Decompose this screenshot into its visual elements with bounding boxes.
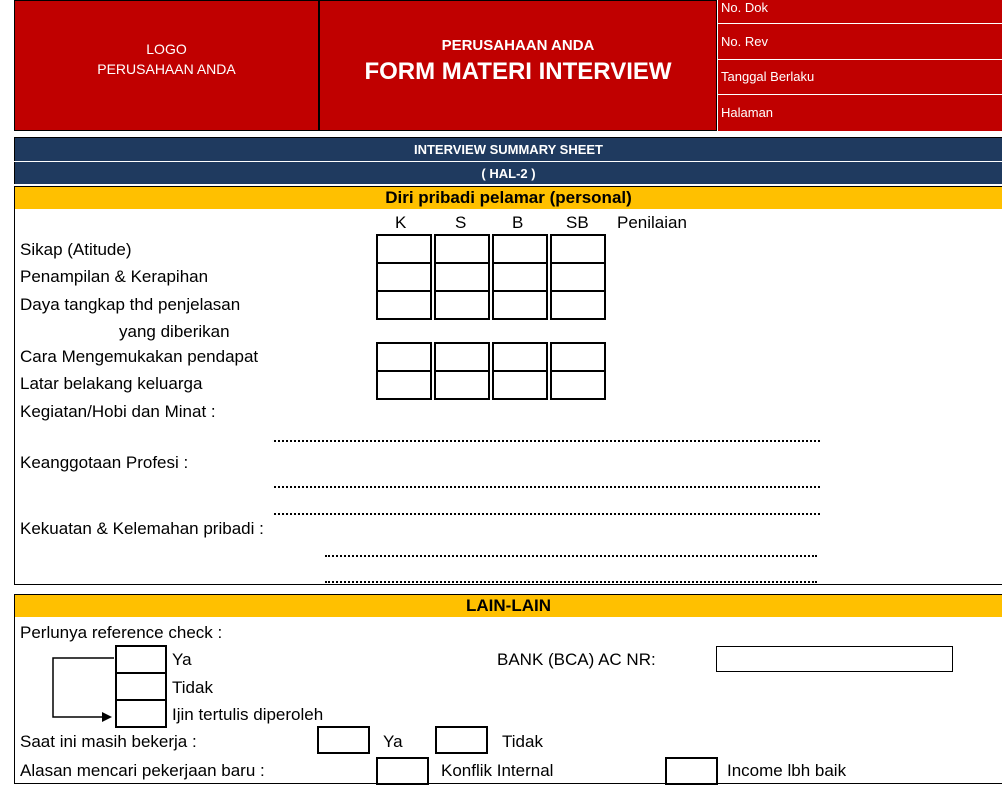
item-cara-pendapat: Cara Mengemukakan pendapat <box>20 347 259 366</box>
reason-income-label: Income lbh baik <box>727 761 847 780</box>
rating-s-latar-belakang[interactable] <box>434 370 490 400</box>
rating-sb-sikap[interactable] <box>550 234 606 264</box>
rating-col-sb: SB <box>566 213 589 232</box>
rating-s-sikap[interactable] <box>434 234 490 264</box>
strength-label: Kekuatan & Kelemahan pribadi : <box>20 519 264 538</box>
rating-s-cara-pendapat[interactable] <box>434 342 490 372</box>
meta-doc-no: No. Dok <box>718 0 1002 24</box>
strength-field-line2[interactable] <box>325 571 817 583</box>
profession-label: Keanggotaan Profesi : <box>20 453 189 472</box>
working-ya-label: Ya <box>383 732 403 751</box>
bank-label: BANK (BCA) AC NR: <box>497 650 656 669</box>
rating-k-daya-tangkap[interactable] <box>376 290 432 320</box>
ref-tidak-checkbox[interactable] <box>115 672 167 701</box>
meta-rev-no: No. Rev <box>718 24 1002 60</box>
rating-sb-cara-pendapat[interactable] <box>550 342 606 372</box>
rating-b-cara-pendapat[interactable] <box>492 342 548 372</box>
working-ya-checkbox[interactable] <box>317 726 370 754</box>
rating-col-s: S <box>455 213 467 232</box>
rating-col-b: B <box>512 213 524 232</box>
strength-field-line1[interactable] <box>325 545 817 557</box>
hobby-label: Kegiatan/Hobi dan Minat : <box>20 402 216 421</box>
ref-ijin-checkbox[interactable] <box>115 699 167 728</box>
reason-income-checkbox[interactable] <box>665 757 718 785</box>
form-title: FORM MATERI INTERVIEW <box>364 58 672 85</box>
bracket-arrow-icon <box>50 655 120 725</box>
rating-col-k: K <box>395 213 407 232</box>
item-sikap: Sikap (Atitude) <box>20 240 132 259</box>
item-daya-tangkap-cont: yang diberikan <box>119 322 230 341</box>
rating-s-daya-tangkap[interactable] <box>434 290 490 320</box>
logo-cell <box>14 0 319 131</box>
company-name: PERUSAHAAN ANDA <box>441 37 595 54</box>
logo-company: PERUSAHAAN ANDA <box>97 61 236 77</box>
rating-k-sikap[interactable] <box>376 234 432 264</box>
hobby-field[interactable] <box>274 430 820 442</box>
meta-page: Halaman <box>721 105 774 120</box>
ref-tidak-label: Tidak <box>172 678 213 697</box>
working-tidak-label: Tidak <box>502 732 543 751</box>
reference-label: Perlunya reference check : <box>20 623 223 642</box>
title-cell <box>319 0 717 131</box>
rating-b-penampilan[interactable] <box>492 262 548 292</box>
rating-sb-daya-tangkap[interactable] <box>550 290 606 320</box>
working-tidak-checkbox[interactable] <box>435 726 488 754</box>
reason-konflik-label: Konflik Internal <box>441 761 554 780</box>
rating-k-latar-belakang[interactable] <box>376 370 432 400</box>
rating-sb-penampilan[interactable] <box>550 262 606 292</box>
penilaian-label: Penilaian <box>617 213 687 232</box>
ref-ya-checkbox[interactable] <box>115 645 167 674</box>
meta-effective-date: Tanggal Berlaku <box>718 60 1002 95</box>
working-label: Saat ini masih bekerja : <box>20 732 197 751</box>
bank-account-input[interactable] <box>716 646 953 672</box>
item-latar-belakang: Latar belakang keluarga <box>20 374 203 393</box>
other-section-title: LAIN-LAIN <box>15 595 1002 617</box>
profession-field-line1[interactable] <box>274 476 820 488</box>
rating-b-latar-belakang[interactable] <box>492 370 548 400</box>
rating-b-daya-tangkap[interactable] <box>492 290 548 320</box>
ref-ijin-label: Ijin tertulis diperoleh <box>172 705 324 724</box>
reason-label: Alasan mencari pekerjaan baru : <box>20 761 265 780</box>
document-meta <box>717 0 1002 131</box>
logo-text: LOGO <box>146 41 187 57</box>
item-daya-tangkap: Daya tangkap thd penjelasan <box>20 295 241 314</box>
rating-k-penampilan[interactable] <box>376 262 432 292</box>
item-penampilan: Penampilan & Kerapihan <box>20 267 209 286</box>
rating-b-sikap[interactable] <box>492 234 548 264</box>
personal-section-title: Diri pribadi pelamar (personal) <box>15 187 1002 209</box>
summary-title: INTERVIEW SUMMARY SHEET <box>14 137 1002 161</box>
ref-ya-label: Ya <box>172 650 192 669</box>
rating-k-cara-pendapat[interactable] <box>376 342 432 372</box>
reason-konflik-checkbox[interactable] <box>376 757 429 785</box>
summary-page: ( HAL-2 ) <box>14 162 1002 184</box>
profession-field-line2[interactable] <box>274 503 820 515</box>
rating-s-penampilan[interactable] <box>434 262 490 292</box>
rating-sb-latar-belakang[interactable] <box>550 370 606 400</box>
